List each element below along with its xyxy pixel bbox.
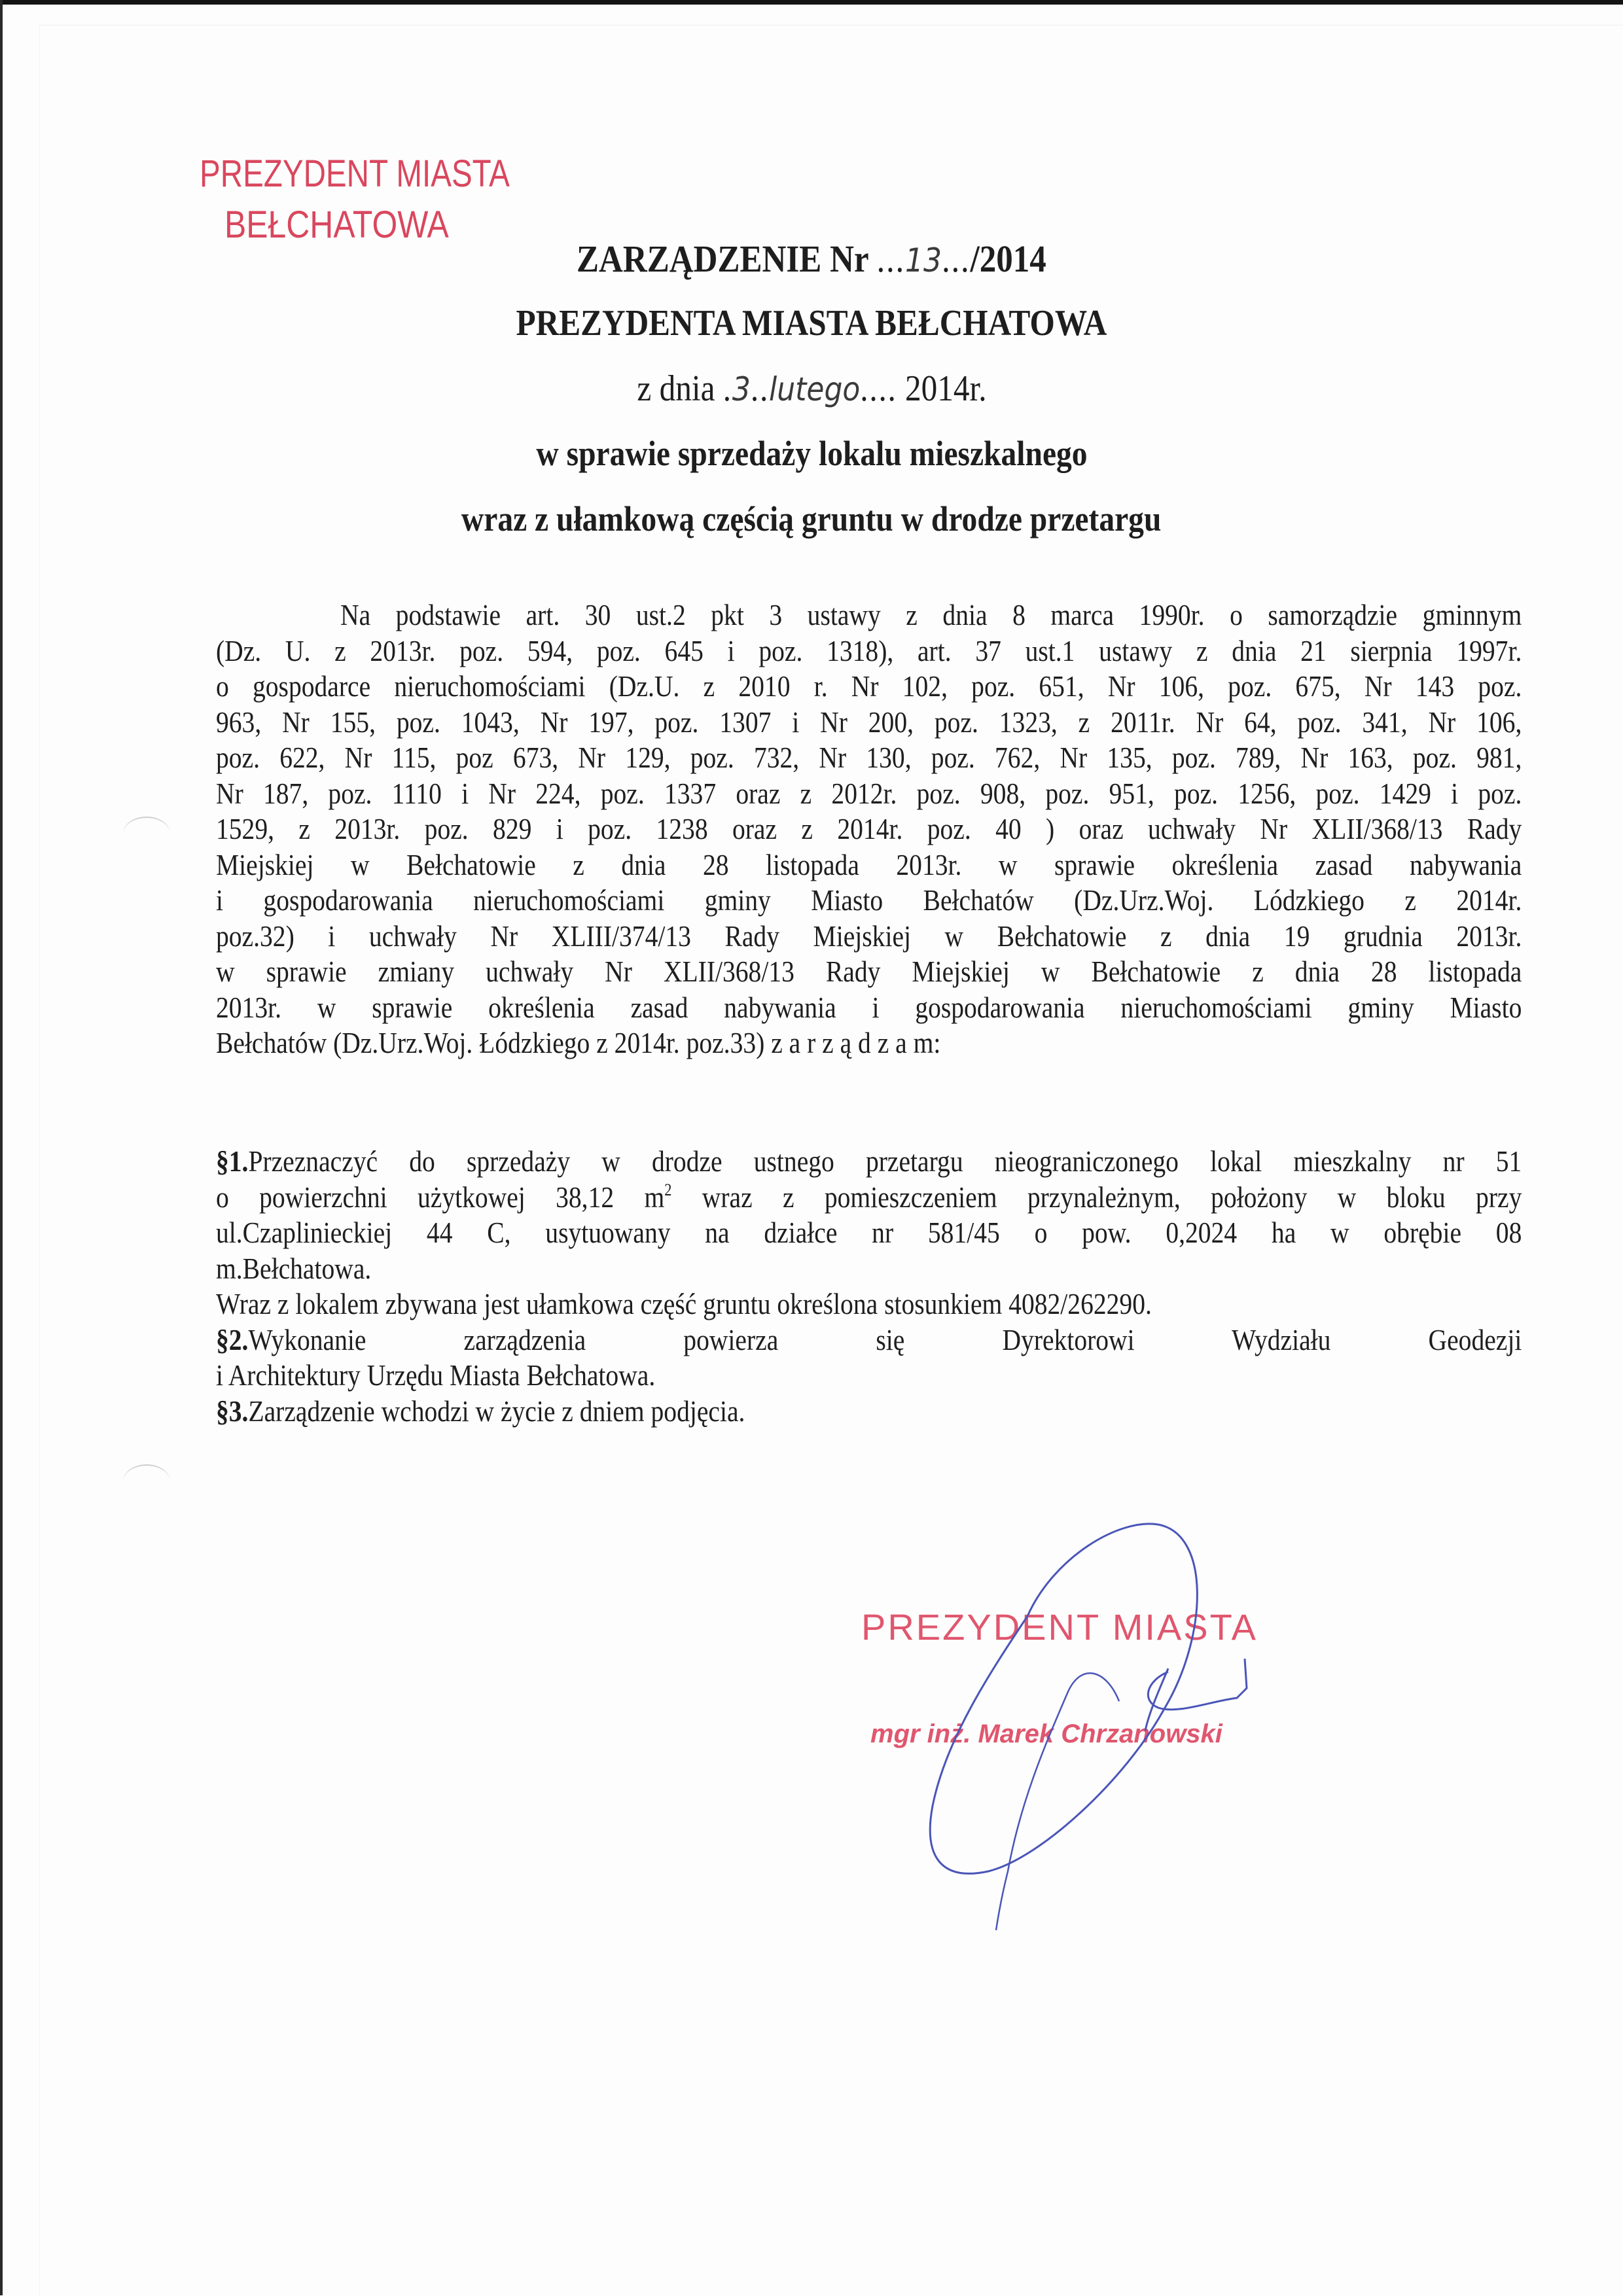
title-year: /2014 <box>970 238 1046 280</box>
handwritten-number: 13 <box>905 241 942 279</box>
section-1-line: ul.Czaplinieckiej 44 C, usytuowany na działce nr 581/45 o pow. 0,2024 ha w obrębie 08 <box>216 1216 1522 1249</box>
section-3-marker: §3. <box>216 1394 249 1428</box>
header-stamp-line1: PREZYDENT MIASTA <box>200 152 510 195</box>
signature-stamp-title: PREZYDENT MIASTA <box>861 1606 1258 1648</box>
section-2-line: §2.Wykonanie zarządzenia powierza się Dyrektorowi Wydziału Geodezji <box>216 1322 1522 1356</box>
preamble <box>216 597 1522 1061</box>
preamble-line: Nr 187, poz. 1110 i Nr 224, poz. 1337 oraz z 2012r. poz. 908, poz. 951, poz. 1256, poz. 1429 i poz. <box>216 776 1522 810</box>
preamble-line: w sprawie zmiany uchwały Nr XLII/368/13 Rady Miejskiej w Bełchatowie z dnia 28 listopada <box>216 955 1522 988</box>
section-3-line: §3.Zarządzenie wchodzi w życie z dniem podjęcia. <box>216 1394 745 1428</box>
section-2-marker: §2. <box>216 1322 249 1356</box>
subject-line-2: wraz z ułamkową częścią gruntu w drodze przetargu <box>461 499 1162 539</box>
preamble-line: 1529, z 2013r. poz. 829 i poz. 1238 oraz z 2014r. poz. 40 ) oraz uchwały Nr XLII/368/13 Rady <box>216 812 1522 845</box>
preamble-line: Na podstawie art. 30 ust.2 pkt 3 ustawy z dnia 8 marca 1990r. o samorządzie gminnym <box>340 598 1522 631</box>
preamble-line: Bełchatów (Dz.Urz.Woj. Łódzkiego z 2014r. poz.33) z a r z ą d z a m: <box>216 1026 941 1059</box>
section-1-line: o powierzchni użytkowej 38,12 $m^2$ wraz z pomieszczeniem przynależnym, położony w bloku przy <box>216 1180 1522 1214</box>
section-2-line: i Architektury Urzędu Miasta Bełchatowa. <box>216 1358 656 1392</box>
section-1-marker: §1. <box>216 1144 249 1178</box>
preamble-line: o gospodarce nieruchomościami (Dz.U. z 2010 r. Nr 102, poz. 651, Nr 106, poz. 675, Nr 143 poz. <box>216 669 1522 703</box>
section-1-line: Wraz z lokalem zbywana jest ułamkowa część gruntu określona stosunkiem 4082/262290. <box>216 1287 1152 1320</box>
signature-stamp-name: mgr inż. Marek Chrzanowski <box>870 1720 1222 1748</box>
document-issuer: PREZYDENTA MIASTA BEŁCHATOWA <box>516 303 1107 344</box>
section-1-line: m.Bełchatowa. <box>216 1251 372 1285</box>
preamble-line: poz. 622, Nr 115, poz 673, Nr 129, poz. 732, Nr 130, poz. 762, Nr 135, poz. 789, Nr 163, poz. 981, <box>216 741 1522 774</box>
header-stamp-line2: BEŁCHATOWA <box>224 203 449 246</box>
preamble-line: (Dz. U. z 2013r. poz. 594, poz. 645 i poz. 1318), art. 37 ust.1 ustawy z dnia 21 sierpnia 1997r. <box>216 633 1522 667</box>
section-1-line: §1.Przeznaczyć do sprzedaży w drodze ustnego przetargu nieograniczonego lokal mieszkalny nr 51 <box>216 1144 1522 1178</box>
subject-line-1: w sprawie sprzedaży lokalu mieszkalnego <box>535 434 1088 473</box>
scan-left-border <box>0 0 3 2295</box>
handwritten-day: 3 <box>732 370 751 408</box>
scan-top-border <box>0 0 1623 5</box>
document-date: z dnia .3..lutego.... 2014r. <box>636 368 987 409</box>
handwritten-signature-icon <box>818 1505 1309 1930</box>
sections <box>216 1144 1522 1429</box>
handwritten-month: lutego <box>768 370 860 408</box>
preamble-line: i gospodarowania nieruchomościami gminy Miasto Bełchatów (Dz.Urz.Woj. Lódzkiego z 2014r. <box>216 883 1522 917</box>
preamble-line: 963, Nr 155, poz. 1043, Nr 197, poz. 1307 i Nr 200, poz. 1323, z 2011r. Nr 64, poz. 341, Nr 106, <box>216 705 1522 739</box>
title-prefix: ZARZĄDZENIE Nr <box>577 238 868 280</box>
preamble-line: Miejskiej w Bełchatowie z dnia 28 listopada 2013r. w sprawie określenia zasad nabywania <box>216 847 1522 881</box>
document-title: ZARZĄDZENIE Nr ...13.../2014 <box>577 238 1046 280</box>
preamble-line: poz.32) i uchwały Nr XLIII/374/13 Rady Miejskiej w Bełchatowie z dnia 19 grudnia 2013r. <box>216 919 1522 953</box>
preamble-line: 2013r. w sprawie określenia zasad nabywania i gospodarowania nieruchomościami gminy Miasto <box>216 990 1522 1024</box>
